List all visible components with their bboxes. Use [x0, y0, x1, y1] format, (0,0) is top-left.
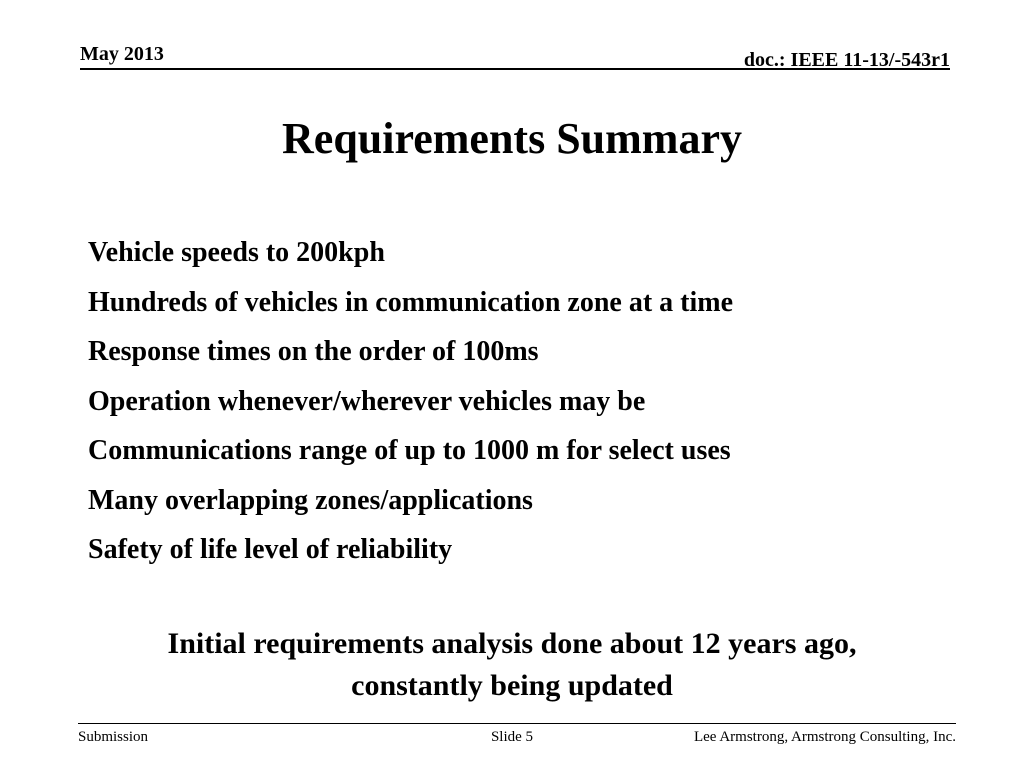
list-item: Operation whenever/wherever vehicles may be [88, 385, 646, 417]
footer-slide-number: Slide 5 [490, 729, 534, 745]
list-item: Safety of life level of reliability [88, 534, 453, 565]
list-item: Communications range of up to 1000 m for select uses [88, 435, 731, 466]
requirements-list [88, 228, 733, 575]
slide-title: Requirements Summary [282, 114, 742, 163]
list-item: Vehicle speeds to 200kph [88, 237, 385, 268]
footer-author: Lee Armstrong, Armstrong Consulting, Inc. [693, 729, 956, 745]
conclusion-line: Initial requirements analysis done about 12 years ago, [167, 627, 857, 660]
conclusion-line: constantly being updated [351, 669, 673, 702]
footer-divider [78, 723, 956, 724]
list-item: Response times on the order of 100ms [88, 336, 539, 367]
conclusion-text [0, 623, 1024, 707]
header-divider [80, 68, 950, 70]
list-item: Many overlapping zones/applications [88, 484, 533, 516]
list-item: Hundreds of vehicles in communication zone at a time [88, 286, 734, 318]
header-date: May 2013 [80, 43, 164, 65]
footer-submission: Submission [78, 729, 149, 745]
header-doc-id: doc.: IEEE 11-13/-543r1 [743, 49, 950, 71]
